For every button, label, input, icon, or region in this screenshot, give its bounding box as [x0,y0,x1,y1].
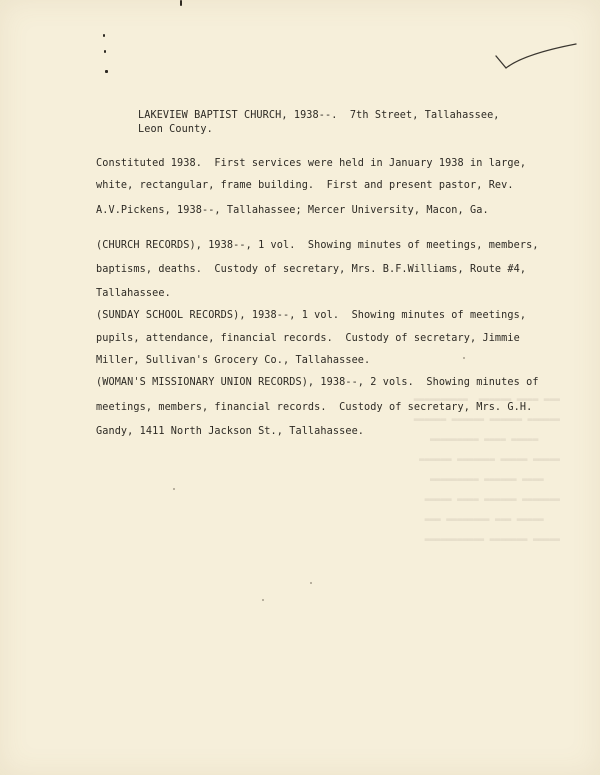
sunday-school-line-3: Miller, Sullivan's Grocery Co., Tallahassee. [96,355,371,366]
speck [463,357,465,359]
sunday-school-line-1: (SUNDAY SCHOOL RECORDS), 1938--, 1 vol. Showing minutes of meetings, [96,310,527,321]
heading-line-1: LAKEVIEW BAPTIST CHURCH, 1938--. 7th Street, Tallahassee, [138,110,500,121]
missionary-records-line-1: (WOMAN'S MISSIONARY UNION RECORDS), 1938--, 2 vols. Showing minutes of [96,377,539,388]
speck [310,582,312,584]
heading-line-2: Leon County. [138,124,213,135]
church-records-line-3: Tallahassee. [96,288,171,299]
history-line-2: white, rectangular, frame building. First and present pastor, Rev. [96,180,514,191]
speck [262,599,264,601]
edge-mark [103,34,105,37]
missionary-records-line-2: meetings, members, financial records. Custody of secretary, Mrs. G.H. [96,402,533,413]
missionary-records-line-3: Gandy, 1411 North Jackson St., Tallahassee. [96,426,365,437]
edge-mark [180,0,182,6]
speck [173,488,175,490]
history-line-1: Constituted 1938. First services were held in January 1938 in large, [96,158,527,169]
edge-mark [105,70,108,73]
edge-mark [104,50,106,53]
check-mark-icon [494,42,578,70]
sunday-school-line-2: pupils, attendance, financial records. Custody of secretary, Jimmie [96,333,520,344]
church-records-line-2: baptisms, deaths. Custody of secretary, Mrs. B.F.Williams, Route #4, [96,264,527,275]
history-line-3: A.V.Pickens, 1938--, Tallahassee; Mercer University, Macon, Ga. [96,205,489,216]
bleed-through: ▬▬▬ ▬▬▬▬ ▬▬▬▬▬▬ ▬▬▬▬▬▬▬▬▬▬ ▬▬▬▬▬▬ ▬▬▬▬▬▬ ▬▬▬▬▬▬ ▬▬▬▬▬▬ ▬▬▬▬▬ ▬▬▬▬ ▬▬▬▬▬▬▬▬▬ ▬▬▬▬▬ ▬▬▬▬▬ ▬▬▬▬▬▬▬ ▬▬▬▬▬▬ ▬▬▬▬ ▬▬▬▬▬▬ ▬▬▬▬▬▬▬▬▬ ▬▬▬▬▬▬▬ ▬▬▬▬▬▬ ▬▬▬▬ ▬▬▬▬▬ ▬▬▬▬▬ ▬▬▬ ▬▬▬▬▬▬▬▬ ▬▬▬ ▬▬▬▬▬ ▬▬▬▬▬▬▬ ▬▬▬▬▬▬▬▬▬▬▬ [413,395,560,545]
church-records-line-1: (CHURCH RECORDS), 1938--, 1 vol. Showing minutes of meetings, members, [96,240,539,251]
